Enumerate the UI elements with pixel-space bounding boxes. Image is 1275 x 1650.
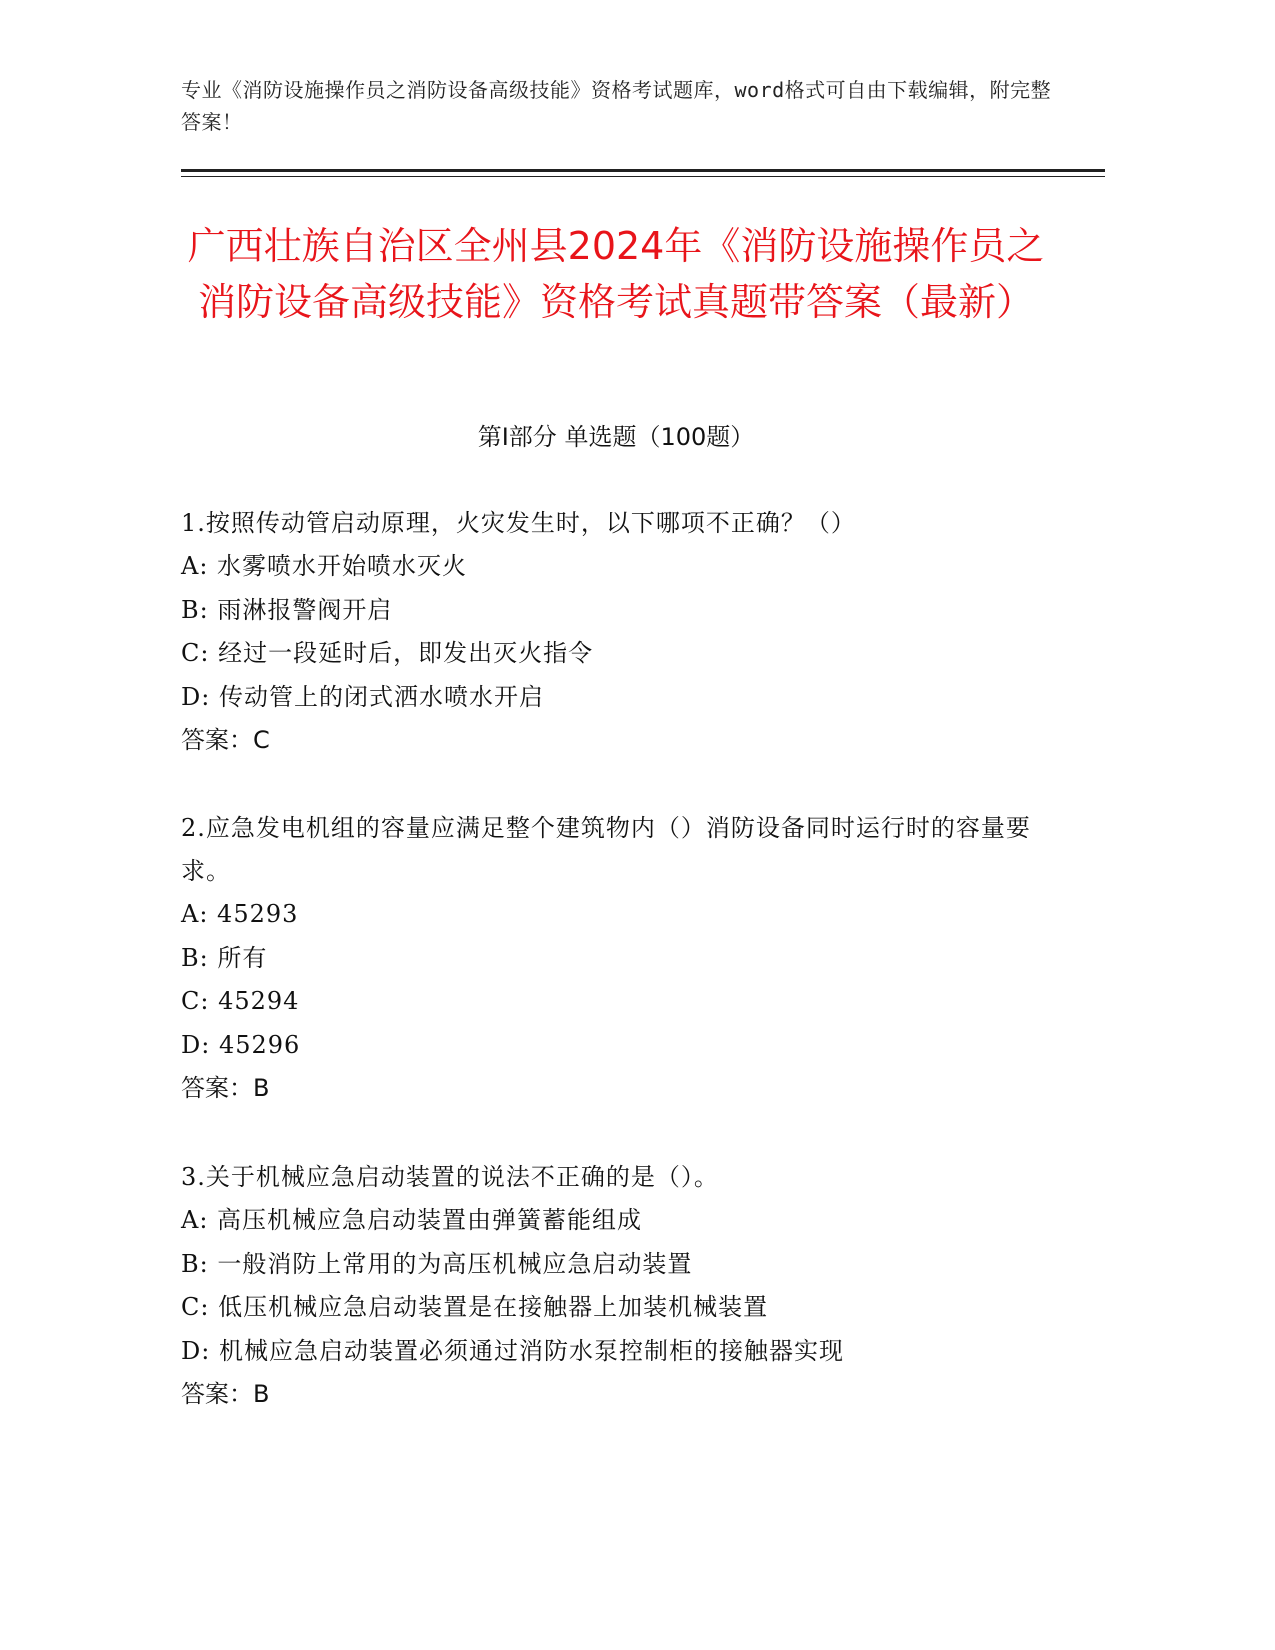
option-c: C: 低压机械应急启动装置是在接触器上加装机械装置 bbox=[181, 1293, 769, 1321]
question-stem: 1.按照传动管启动原理，火灾发生时，以下哪项不正确？（） bbox=[181, 509, 856, 537]
option-b: B: 雨淋报警阀开启 bbox=[181, 595, 393, 624]
option-a: A: 45293 bbox=[181, 900, 299, 928]
option-b: B: 所有 bbox=[181, 943, 268, 972]
header-note: 专业《消防设施操作员之消防设备高级技能》资格考试题库，word格式可自由下载编辑，附完整答案！ bbox=[181, 78, 1052, 134]
option-d: D: 传动管上的闭式洒水喷水开启 bbox=[181, 682, 544, 711]
option-d: D: 45296 bbox=[181, 1030, 301, 1059]
section-title: 第Ⅰ部分 单选题（100题） bbox=[477, 423, 755, 451]
option-c: C: 45294 bbox=[181, 987, 300, 1015]
option-c: C: 经过一段延时后，即发出灭火指令 bbox=[181, 639, 594, 667]
question-2 bbox=[181, 807, 1041, 1111]
answer: 答案：B bbox=[181, 1074, 270, 1102]
option-a: A: 高压机械应急启动装置由弹簧蓄能组成 bbox=[181, 1206, 643, 1234]
header-divider-thick bbox=[181, 169, 1105, 172]
option-d: D: 机械应急启动装置必须通过消防水泵控制柜的接触器实现 bbox=[181, 1336, 844, 1365]
question-3 bbox=[181, 1156, 1041, 1417]
answer: 答案：C bbox=[181, 726, 270, 754]
document-title: 广西壮族自治区全州县2024年《消防设施操作员之消防设备高级技能》资格考试真题带答案（最新） bbox=[187, 224, 1045, 324]
question-stem: 3.关于机械应急启动装置的说法不正确的是（）。 bbox=[181, 1163, 719, 1191]
option-b: B: 一般消防上常用的为高压机械应急启动装置 bbox=[181, 1249, 693, 1278]
answer: 答案：B bbox=[181, 1380, 270, 1408]
option-a: A: 水雾喷水开始喷水灭火 bbox=[181, 552, 468, 580]
question-stem: 2.应急发电机组的容量应满足整个建筑物内（）消防设备同时运行时的容量要求。 bbox=[181, 814, 1031, 885]
header-divider-thin bbox=[181, 176, 1105, 177]
question-1 bbox=[181, 502, 1041, 763]
